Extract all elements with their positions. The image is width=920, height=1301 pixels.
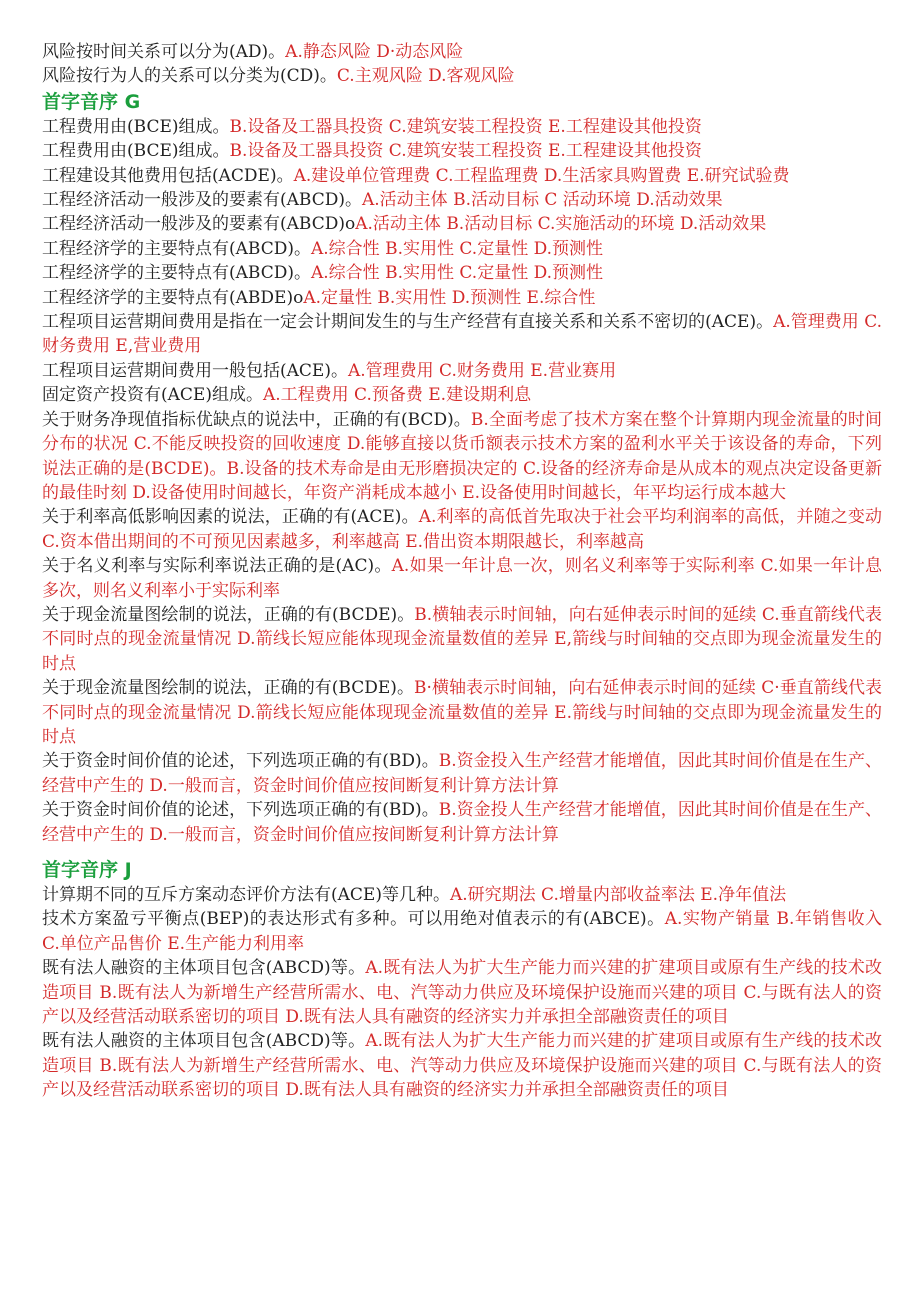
qa-entry xyxy=(42,749,882,798)
question-text: 工程费用由(BCE)组成。 xyxy=(42,141,230,162)
answer-text: B.全面考虑了技术方案在整个计算期内现金流量的时间分布的状况 C.不能反映投资的回收速度 D.能够直接以货币额表示技术方案的盈利水平关于该设备的寿命，下列说法正确的是(BCDE)。B.设备的技术寿命是由无形磨损决定的 C.设备的经济寿命是从成本的观点决定设备更新的最佳时刻 D.设备使用时间越长，年资产消耗成本越小 E.设备使用时间越长，年平均运行成本越大 xyxy=(42,409,882,503)
qa-entry xyxy=(42,40,882,64)
answer-text: A.定量性 B.实用性 D.预测性 E.综合性 xyxy=(303,287,596,308)
question-text: 计算期不同的互斥方案动态评价方法有(ACE)等几种。 xyxy=(42,885,450,905)
question-text: 既有法人融资的主体项目包含(ABCD)等。 xyxy=(42,1031,366,1052)
answer-text: A.建设单位管理费 C.工程监理费 D.生活家具购置费 E.研究试验费 xyxy=(293,165,790,186)
question-text: 工程经济活动一般涉及的要素有(ABCD)。 xyxy=(42,190,362,211)
question-text: 关于名义利率与实际利率说法正确的是(AC)。 xyxy=(42,556,392,577)
answer-text: A.工程费用 C.预备费 E.建设期利息 xyxy=(262,385,532,406)
document-body xyxy=(42,40,882,1103)
question-text: 关于现金流量图绘制的说法，正确的有(BCDE)。 xyxy=(42,678,415,699)
answer-text: B.资金投入生产经营才能增值，因此其时间价值是在生产、经营中产生的 D.一般而言，资金时间价值应按间断复利计算方法计算 xyxy=(42,751,882,796)
question-text: 工程费用由(BCE)组成。 xyxy=(42,116,230,137)
answer-text: A.管理费用 C.财务费用 E.营业赛用 xyxy=(347,360,617,381)
qa-entry xyxy=(42,212,882,236)
answer-text: B.资金投人生产经营才能增值，因此其时间价值是在生产、经营中产生的 D.一般而言，资金时间价值应按间断复利计算方法计算 xyxy=(42,800,882,845)
section-heading-g: 首字音序 G xyxy=(42,90,141,113)
answer-text: A.既有法人为扩大生产能力而兴建的扩建项目或原有生产线的技术改造项目 B.既有法人为新增生产经营所需水、电、汽等动力供应及环境保护设施而兴建的项目 C.与既有法人的资产以及经营活动联系密切的项目 D.既有法人具有融资的经济实力并承担全部融资责任的项目 xyxy=(42,958,882,1028)
answer-text: A.利率的高低首先取决于社会平均利润率的高低，并随之变动 C.资本借出期间的不可预见因素越多，利率越高 E.借出资本期限越长，利率越高 xyxy=(42,507,882,552)
answer-text: A.活动主体 B.活动目标 C 活动环境 D.活动效果 xyxy=(362,190,723,211)
question-text: 工程经济学的主要特点有(ABCD)。 xyxy=(42,263,311,284)
qa-entry xyxy=(42,1029,882,1102)
qa-entry xyxy=(42,188,882,212)
qa-entry xyxy=(42,64,882,88)
answer-text: A.研究期法 C.增量内部收益率法 E.净年值法 xyxy=(449,885,787,905)
answer-text: B.设备及工器具投资 C.建筑安装工程投资 E.工程建设其他投资 xyxy=(229,116,702,137)
question-text: 工程项目运营期间费用一般包括(ACE)。 xyxy=(42,360,348,381)
qa-entry xyxy=(42,907,882,956)
answer-text: B·横轴表示时间轴，向右延伸表示时间的延续 C·垂直箭线代表不同时点的现金流量情况 D.箭线长短应能体现现金流量数值的差异 E.箭线与时间轴的交点即为现金流量发生的时点 xyxy=(42,678,882,747)
qa-entry xyxy=(42,676,882,749)
answer-text: A.如果一年计息一次，则名义利率等于实际利率 C.如果一年计息多次，则名义利率小于实际利率 xyxy=(42,556,882,601)
qa-entry xyxy=(42,383,882,407)
question-text: 关于资金时间价值的论述，下列选项正确的有(BD)。 xyxy=(42,800,439,821)
answer-text: C.主观风险 D.客观风险 xyxy=(336,66,515,87)
question-text: 工程建设其他费用包括(ACDE)。 xyxy=(42,165,294,186)
section-heading-j: 首字音序 J xyxy=(42,859,132,881)
qa-entry xyxy=(42,310,882,359)
qa-entry xyxy=(42,286,882,310)
answer-text: A.静态风险 D·动态风险 xyxy=(285,42,464,62)
qa-entry xyxy=(42,359,882,383)
question-text: 工程经济活动一般涉及的要素有(ABCD)o xyxy=(42,214,356,235)
answer-text: A.既有法人为扩大生产能力而兴建的扩建项目或原有生产线的技术改造项目 B.既有法人为新增生产经营所需水、电、汽等动力供应及环境保护设施而兴建的项目 C.与既有法人的资产以及经营活动联系密切的项目 D.既有法人具有融资的经济实力并承担全部融资责任的项目 xyxy=(42,1031,882,1101)
question-text: 固定资产投资有(ACE)组成。 xyxy=(42,385,263,406)
qa-entry xyxy=(42,139,882,163)
question-text: 关于财务净现值指标优缺点的说法中，正确的有(BCD)。 xyxy=(42,409,471,430)
qa-entry xyxy=(42,956,882,1029)
question-text: 风险按时间关系可以分为(AD)。 xyxy=(42,42,286,62)
answer-text: A.实物产销量 B.年销售收入 C.单位产品售价 E.生产能力利用率 xyxy=(42,909,883,954)
answer-text: B.设备及工器具投资 C.建筑安装工程投资 E.工程建设其他投资 xyxy=(229,141,702,162)
qa-entry xyxy=(42,115,882,139)
qa-entry xyxy=(42,554,882,603)
question-text: 工程经济学的主要特点有(ABDE)o xyxy=(42,287,304,308)
question-text: 风险按行为人的关系可以分类为(CD)。 xyxy=(42,66,337,87)
qa-entry xyxy=(42,261,882,285)
qa-entry xyxy=(42,883,882,907)
qa-entry xyxy=(42,164,882,188)
question-text: 既有法人融资的主体项目包含(ABCD)等。 xyxy=(42,958,366,979)
question-text: 关于利率高低影响因素的说法，正确的有(ACE)。 xyxy=(42,507,419,528)
qa-entry xyxy=(42,237,882,261)
qa-entry xyxy=(42,505,882,554)
answer-text: A.综合性 B.实用性 C.定量性 D.预测性 xyxy=(311,263,604,284)
answer-text: A.活动主体 B.活动目标 C.实施活动的环境 D.活动效果 xyxy=(355,214,767,235)
qa-entry xyxy=(42,408,882,506)
qa-entry xyxy=(42,603,882,676)
answer-text: A.管理费用 C.财务费用 E,营业费用 xyxy=(42,312,883,357)
question-text: 工程项目运营期间费用是指在一定会计期间发生的与生产经营有直接关系和关系不密切的(ACE)。 xyxy=(42,312,774,333)
question-text: 技术方案盈亏平衡点(BEP)的表达形式有多种。可以用绝对值表示的有(ABCE)。 xyxy=(42,909,665,930)
answer-text: B.横轴表示时间轴，向右延伸表示时间的延续 C.垂直箭线代表不同时点的现金流量情况 D.箭线长短应能体现现金流量数值的差异 E,箭线与时间轴的交点即为现金流量发生的时点 xyxy=(42,604,882,674)
question-text: 关于现金流量图绘制的说法，正确的有(BCDE)。 xyxy=(42,604,415,625)
question-text: 关于资金时间价值的论述，下列选项正确的有(BD)。 xyxy=(42,751,439,772)
qa-entry xyxy=(42,798,882,847)
question-text: 工程经济学的主要特点有(ABCD)。 xyxy=(42,238,311,259)
answer-text: A.综合性 B.实用性 C.定量性 D.预测性 xyxy=(311,238,604,259)
